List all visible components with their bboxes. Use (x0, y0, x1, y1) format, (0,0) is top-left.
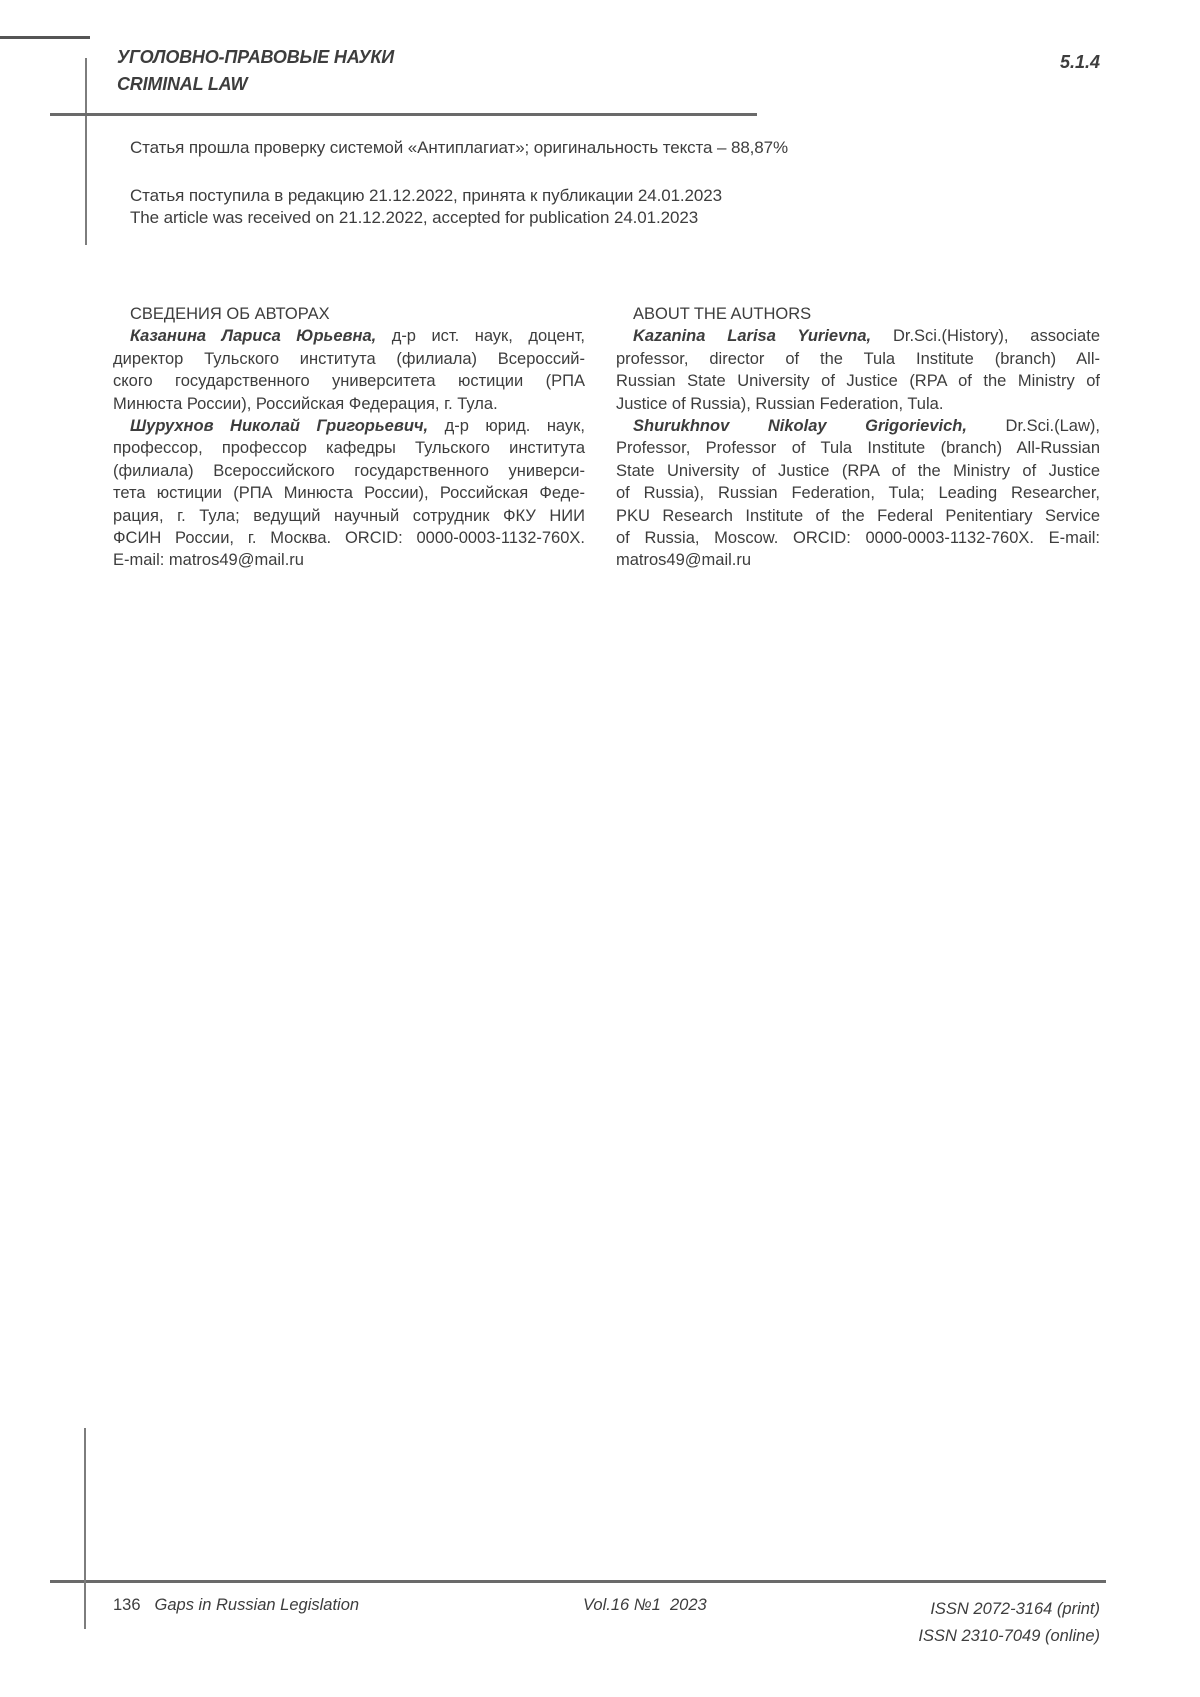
text-line: Shurukhnov Nikolay Grigorievich, Dr.Sci.(Law), (633, 417, 1100, 436)
text-line: professor, director of the Tula Institute (branch) All- (616, 349, 1100, 368)
text-line: State University of Justice (RPA of the Ministry of Justice (616, 461, 1100, 480)
text-line: E-mail: matros49@mail.ru (113, 551, 304, 570)
text-line: тета юстиции (РПА Минюста России), Российская Феде- (113, 484, 585, 503)
authors-text-ru (113, 325, 585, 571)
authors-heading-en: ABOUT THE AUTHORS (633, 305, 812, 323)
author-name: Shurukhnov Nikolay Grigorievich, (633, 417, 967, 436)
received-note-ru: Статья поступила в редакцию 21.12.2022, принята к публикации 24.01.2023 (130, 186, 722, 205)
authors-info-ru (113, 303, 585, 572)
text-line: рация, г. Тула; ведущий научный сотрудник ФКУ НИИ (113, 506, 585, 525)
header-horizontal-rule (50, 113, 757, 116)
footer-horizontal-rule (50, 1580, 1106, 1583)
section-header (117, 44, 394, 98)
classification-code: 5.1.4 (1059, 52, 1100, 72)
journal-title: Gaps in Russian Legislation (154, 1596, 360, 1614)
text-line: ФСИН России, г. Москва. ORCID: 0000-0003-1132-760X. (113, 529, 585, 548)
issn-print: ISSN 2072-3164 (print) (930, 1600, 1100, 1618)
text-line: Professor, Professor of Tula Institute (branch) All-Russian (616, 439, 1100, 458)
authors-info-en (616, 303, 1100, 572)
text-line: matros49@mail.ru (616, 551, 752, 570)
text-line: (филиала) Всероссийского государственного универси- (113, 461, 585, 480)
page-number: 136 (113, 1596, 141, 1614)
text-line: of Russia, Moscow. ORCID: 0000-0003-1132-760X. E-mail: (616, 529, 1100, 548)
text-line: Kazanina Larisa Yurievna, Dr.Sci.(History), associate (633, 327, 1100, 346)
text-line: of Russia), Russian Federation, Tula; Leading Researcher, (616, 484, 1100, 503)
author-name: Казанина Лариса Юрьевна, (130, 327, 377, 346)
footer-left (113, 1596, 359, 1615)
text-line: PKU Research Institute of the Federal Penitentiary Service (616, 506, 1100, 525)
section-title-ru: УГОЛОВНО-ПРАВОВЫЕ НАУКИ (117, 47, 394, 67)
authors-text-en (616, 325, 1100, 571)
header-vertical-rule (85, 58, 87, 245)
volume-issue: Vol.16 №1 2023 (583, 1596, 707, 1614)
footer-issn (918, 1596, 1100, 1650)
issn-online: ISSN 2310-7049 (online) (918, 1627, 1100, 1645)
section-title-en: CRIMINAL LAW (117, 74, 248, 94)
text-line: Казанина Лариса Юрьевна, д-р ист. наук, доцент, (130, 327, 586, 346)
received-note-en: The article was received on 21.12.2022, accepted for publication 24.01.2023 (130, 208, 699, 227)
footer-vertical-rule (84, 1428, 86, 1629)
text-line: директор Тульского института (филиала) Всероссий- (113, 349, 585, 368)
text-line: Шурухнов Николай Григорьевич, д-р юрид. наук, (130, 417, 585, 436)
text-line: ского государственного университета юстиции (РПА (113, 372, 585, 391)
author-name: Шурухнов Николай Григорьевич, (130, 417, 429, 436)
antiplagiat-note: Статья прошла проверку системой «Антиплагиат»; оригинальность текста – 88,87% (130, 138, 789, 157)
authors-heading-ru: СВЕДЕНИЯ ОБ АВТОРАХ (130, 305, 330, 323)
author-name: Kazanina Larisa Yurievna, (633, 327, 872, 346)
text-line: Justice of Russia), Russian Federation, Tula. (616, 394, 944, 413)
page-edge-rule (0, 36, 90, 39)
text-line: Russian State University of Justice (RPA of the Ministry of (616, 372, 1100, 391)
text-line: Минюста России), Российская Федерация, г. Тула. (113, 394, 498, 413)
text-line: профессор, профессор кафедры Тульского института (113, 439, 585, 458)
